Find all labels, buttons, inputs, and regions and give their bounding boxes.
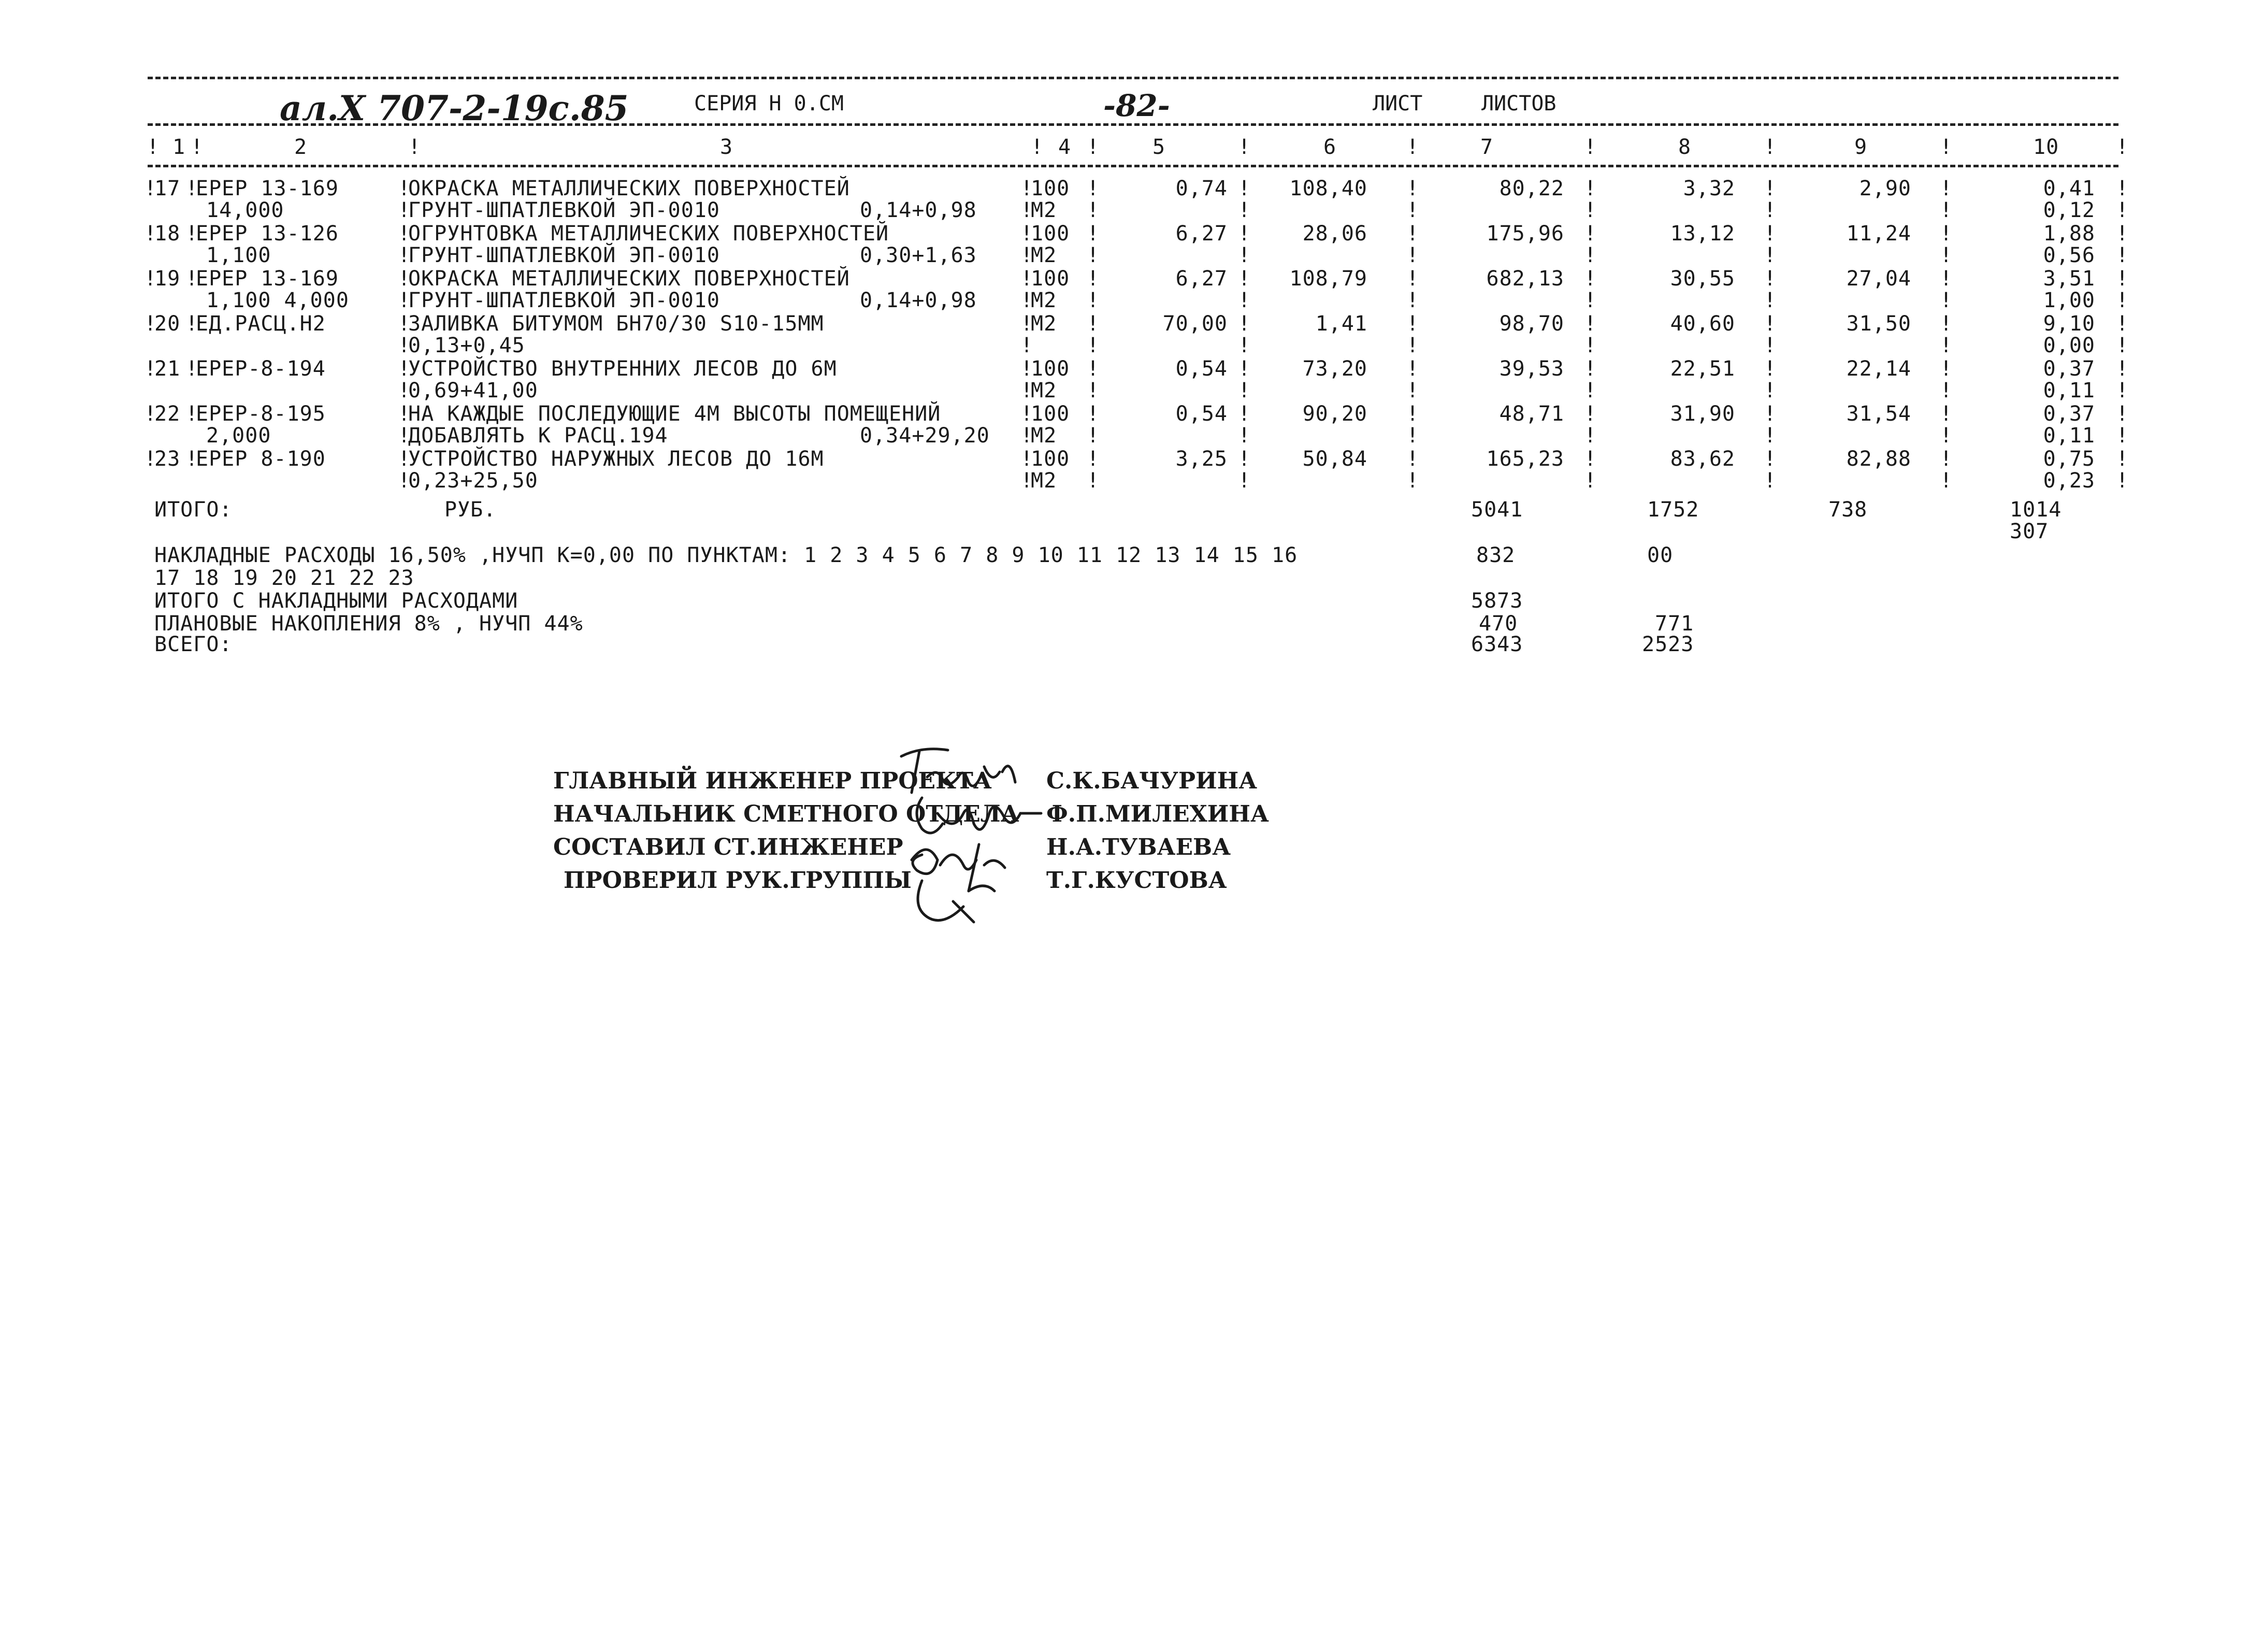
column-separator: ! bbox=[1940, 267, 1953, 291]
row-code: ЕД.РАСЦ.Н2 bbox=[196, 312, 326, 336]
row-description: УСТРОЙСТВО НАРУЖНЫХ ЛЕСОВ ДО 16М bbox=[408, 447, 824, 471]
column-separator: ! bbox=[1087, 177, 1100, 200]
column-separator: ! bbox=[398, 357, 411, 381]
column-separator: ! bbox=[398, 402, 411, 426]
row-col9: 31,50 bbox=[1846, 312, 1911, 336]
row-col10b: 0,11 bbox=[2043, 424, 2095, 448]
column-separator: ! bbox=[1584, 424, 1597, 448]
column-separator: ! bbox=[1584, 289, 1597, 312]
col-header-8: 8 bbox=[1678, 135, 1692, 159]
column-separator: ! bbox=[2116, 222, 2129, 246]
column-separator: ! bbox=[1940, 447, 1953, 471]
col-header-9: 9 bbox=[1854, 135, 1868, 159]
column-separator: ! bbox=[185, 402, 199, 426]
sheet-label: ЛИСТ bbox=[1373, 92, 1423, 116]
column-separator: ! bbox=[1406, 402, 1420, 426]
row-col10: 0,41 bbox=[2043, 177, 2095, 200]
row-col6: 108,79 bbox=[1289, 267, 1367, 291]
column-separator: ! bbox=[1406, 289, 1420, 312]
column-separator: ! bbox=[1406, 357, 1420, 381]
row-col10: 1,88 bbox=[2043, 222, 2095, 246]
column-separator: ! bbox=[1764, 379, 1777, 403]
column-separator: ! bbox=[398, 312, 411, 336]
column-separator: ! bbox=[1087, 447, 1100, 471]
column-separator: ! bbox=[1940, 357, 1953, 381]
column-separator: ! bbox=[1764, 402, 1777, 426]
column-separator: ! bbox=[1238, 177, 1251, 200]
planned-col8: 771 bbox=[1655, 612, 1694, 636]
row-col9: 2,90 bbox=[1859, 177, 1911, 200]
signature-role-1: ГЛАВНЫЙ ИНЖЕНЕР ПРОЕКТА bbox=[553, 768, 992, 794]
row-code: ЕРЕР 13-169 bbox=[196, 267, 339, 291]
column-separator: ! bbox=[398, 267, 411, 291]
row-col7: 80,22 bbox=[1499, 177, 1564, 200]
row-number: 20 bbox=[154, 312, 181, 336]
row-col10b: 0,11 bbox=[2043, 379, 2095, 403]
row-coefficient: 0,34+29,20 bbox=[860, 424, 990, 448]
column-separator: ! bbox=[144, 312, 157, 336]
row-unit-2: М2 bbox=[1031, 379, 1057, 403]
row-description-2: 0,13+0,45 bbox=[408, 334, 525, 357]
column-separator: ! bbox=[2116, 402, 2129, 426]
row-number: 18 bbox=[154, 222, 181, 246]
row-col9: 11,24 bbox=[1846, 222, 1911, 246]
col-header-4: 4 bbox=[1058, 135, 1072, 159]
row-col7: 165,23 bbox=[1486, 447, 1564, 471]
column-separator: ! bbox=[1020, 177, 1034, 200]
column-separator: ! bbox=[398, 289, 411, 312]
column-separator: ! bbox=[1406, 424, 1420, 448]
column-separator: ! bbox=[1087, 379, 1100, 403]
column-separator: ! bbox=[1764, 357, 1777, 381]
signature-role-3: СОСТАВИЛ СТ.ИНЖЕНЕР bbox=[553, 834, 903, 860]
row-number: 17 bbox=[154, 177, 181, 200]
column-separator: ! bbox=[1940, 312, 1953, 336]
row-col6: 90,20 bbox=[1302, 402, 1367, 426]
row-unit: М2 bbox=[1031, 312, 1057, 336]
row-col8: 83,62 bbox=[1670, 447, 1735, 471]
signature-role-4: ПРОВЕРИЛ РУК.ГРУППЫ bbox=[564, 867, 912, 894]
column-separator: ! bbox=[1584, 267, 1597, 291]
column-separator: ! bbox=[1020, 243, 1034, 267]
column-separator: ! bbox=[1087, 469, 1100, 493]
itogo-col10b: 307 bbox=[2010, 520, 2049, 543]
column-separator: ! bbox=[1238, 289, 1251, 312]
column-separator: ! bbox=[1020, 424, 1034, 448]
row-code-extra: 14,000 bbox=[206, 198, 284, 222]
row-col7: 682,13 bbox=[1486, 267, 1564, 291]
column-separator: ! bbox=[398, 447, 411, 471]
row-col10b: 0,12 bbox=[2043, 198, 2095, 222]
row-col10: 0,75 bbox=[2043, 447, 2095, 471]
row-unit: 100 bbox=[1031, 402, 1070, 426]
column-separator: ! bbox=[2116, 447, 2129, 471]
itogo-col9: 738 bbox=[1828, 498, 1868, 522]
row-col7: 48,71 bbox=[1499, 402, 1564, 426]
column-separator: ! bbox=[2116, 334, 2129, 357]
column-separator: ! bbox=[1020, 469, 1034, 493]
row-unit-2: М2 bbox=[1031, 469, 1057, 493]
column-separator: ! bbox=[144, 267, 157, 291]
row-col7: 175,96 bbox=[1486, 222, 1564, 246]
column-separator: ! bbox=[398, 334, 411, 357]
column-separator: ! bbox=[2116, 357, 2129, 381]
column-separator: ! bbox=[1238, 267, 1251, 291]
column-separator: ! bbox=[1238, 334, 1251, 357]
document-code: ал.Ⅹ 707-2-19с.85 bbox=[280, 88, 629, 128]
column-separator: ! bbox=[1406, 469, 1420, 493]
column-separator: ! bbox=[1764, 243, 1777, 267]
column-separator: ! bbox=[1020, 312, 1034, 336]
planned-col7: 470 bbox=[1479, 612, 1518, 636]
column-separator: ! bbox=[1406, 267, 1420, 291]
column-separator: ! bbox=[185, 357, 199, 381]
column-separator: ! bbox=[1087, 402, 1100, 426]
row-unit: 100 bbox=[1031, 267, 1070, 291]
column-separator: ! bbox=[1940, 177, 1953, 200]
column-separator: ! bbox=[1764, 222, 1777, 246]
column-separator: ! bbox=[1584, 312, 1597, 336]
row-unit-2: М2 bbox=[1031, 243, 1057, 267]
column-separator: ! bbox=[1406, 447, 1420, 471]
column-separator: ! bbox=[1764, 424, 1777, 448]
column-separator: ! bbox=[1584, 198, 1597, 222]
row-description-2: 0,69+41,00 bbox=[408, 379, 538, 403]
column-separator: ! bbox=[398, 379, 411, 403]
column-separator: ! bbox=[1584, 334, 1597, 357]
column-separator: ! bbox=[1020, 379, 1034, 403]
row-unit: 100 bbox=[1031, 447, 1070, 471]
column-separator: ! bbox=[1087, 424, 1100, 448]
row-col6: 108,40 bbox=[1289, 177, 1367, 200]
row-coefficient: 0,30+1,63 bbox=[860, 243, 977, 267]
column-separator: ! bbox=[398, 243, 411, 267]
column-separator: ! bbox=[1020, 198, 1034, 222]
column-separator: ! bbox=[398, 424, 411, 448]
column-separator: ! bbox=[1238, 243, 1251, 267]
row-col8: 31,90 bbox=[1670, 402, 1735, 426]
column-separator: ! bbox=[2116, 289, 2129, 312]
column-separator: ! bbox=[1406, 198, 1420, 222]
signature-name-2: Ф.П.МИЛЕХИНА bbox=[1046, 801, 1269, 827]
row-number: 22 bbox=[154, 402, 181, 426]
col-header-1: 1 bbox=[172, 135, 186, 159]
column-separator: ! bbox=[2116, 243, 2129, 267]
column-separator: ! bbox=[1238, 424, 1251, 448]
signature-1-stroke bbox=[901, 749, 1015, 793]
column-separator: ! bbox=[1087, 357, 1100, 381]
column-separator: ! bbox=[1020, 402, 1034, 426]
column-separator: ! bbox=[1238, 402, 1251, 426]
row-col7: 98,70 bbox=[1499, 312, 1564, 336]
column-separator: ! bbox=[1940, 424, 1953, 448]
handwritten-signatures bbox=[891, 736, 1067, 943]
row-col10: 0,37 bbox=[2043, 402, 2095, 426]
row-code: ЕРЕР 8-190 bbox=[196, 447, 326, 471]
row-description-2: ГРУНТ-ШПАТЛЕВКОЙ ЭП-0010 bbox=[408, 243, 720, 267]
row-col8: 22,51 bbox=[1670, 357, 1735, 381]
column-separator: ! bbox=[1940, 222, 1953, 246]
column-separator: ! bbox=[144, 447, 157, 471]
itogo-col10: 1014 bbox=[2010, 498, 2062, 522]
column-separator: ! bbox=[398, 469, 411, 493]
column-separator: ! bbox=[1584, 222, 1597, 246]
column-separator: ! bbox=[185, 312, 199, 336]
row-number: 19 bbox=[154, 267, 181, 291]
column-separator: ! bbox=[1584, 447, 1597, 471]
row-col8: 13,12 bbox=[1670, 222, 1735, 246]
overhead-line2: 17 18 19 20 21 22 23 bbox=[154, 566, 414, 590]
column-separator: ! bbox=[1238, 379, 1251, 403]
row-number: 23 bbox=[154, 447, 181, 471]
overhead-line1: НАКЛАДНЫЕ РАСХОДЫ 16,50% ,НУЧП К=0,00 ПО ПУНКТАМ: 1 2 3 4 5 6 7 8 9 10 11 12 13 14 15 16 bbox=[154, 543, 1298, 567]
signature-3-stroke bbox=[912, 844, 1005, 891]
row-col9: 31,54 bbox=[1846, 402, 1911, 426]
column-separator: ! bbox=[1764, 267, 1777, 291]
row-code: ЕРЕР-8-195 bbox=[196, 402, 326, 426]
row-col10b: 1,00 bbox=[2043, 289, 2095, 312]
column-separator: ! bbox=[1087, 267, 1100, 291]
column-separator: ! bbox=[1940, 379, 1953, 403]
column-separator: ! bbox=[1764, 198, 1777, 222]
row-col9: 22,14 bbox=[1846, 357, 1911, 381]
row-description: ЗАЛИВКА БИТУМОМ БН70/30 S10-15ММ bbox=[408, 312, 824, 336]
row-coefficient: 0,14+0,98 bbox=[860, 198, 977, 222]
itogo-label: ИТОГО: bbox=[154, 498, 233, 522]
row-col7: 39,53 bbox=[1499, 357, 1564, 381]
column-separator: ! bbox=[1020, 222, 1034, 246]
column-separator: ! bbox=[185, 267, 199, 291]
row-unit-2: М2 bbox=[1031, 198, 1057, 222]
column-separator: ! bbox=[2116, 424, 2129, 448]
column-separator: ! bbox=[2116, 379, 2129, 403]
column-separator: ! bbox=[398, 198, 411, 222]
column-separator: ! bbox=[398, 177, 411, 200]
row-col5: 3,25 bbox=[1175, 447, 1228, 471]
column-separator: ! bbox=[1764, 289, 1777, 312]
column-separator: ! bbox=[1584, 357, 1597, 381]
total-col7: 6343 bbox=[1471, 633, 1523, 656]
row-unit-2: М2 bbox=[1031, 289, 1057, 312]
row-col6: 50,84 bbox=[1302, 447, 1367, 471]
col-header-3: 3 bbox=[720, 135, 733, 159]
row-description-2: 0,23+25,50 bbox=[408, 469, 538, 493]
row-col6: 1,41 bbox=[1315, 312, 1367, 336]
column-separator: ! bbox=[2116, 469, 2129, 493]
row-col8: 3,32 bbox=[1683, 177, 1735, 200]
row-col10: 3,51 bbox=[2043, 267, 2095, 291]
column-separator: ! bbox=[1764, 177, 1777, 200]
column-separator: ! bbox=[1406, 243, 1420, 267]
column-separator: ! bbox=[1087, 222, 1100, 246]
total-col8: 2523 bbox=[1642, 633, 1694, 656]
rub-label: РУБ. bbox=[444, 498, 497, 522]
row-unit: 100 bbox=[1031, 357, 1070, 381]
row-col6: 28,06 bbox=[1302, 222, 1367, 246]
row-col10: 0,37 bbox=[2043, 357, 2095, 381]
column-separator: ! bbox=[1020, 447, 1034, 471]
column-separator: ! bbox=[1087, 198, 1100, 222]
row-col8: 30,55 bbox=[1670, 267, 1735, 291]
col-header-10: 10 bbox=[2033, 135, 2059, 159]
row-code-extra: 1,100 bbox=[206, 243, 271, 267]
header-rule bbox=[148, 123, 2118, 126]
page-number: -82- bbox=[1103, 88, 1170, 123]
row-col10b: 0,00 bbox=[2043, 334, 2095, 357]
row-unit: 100 bbox=[1031, 222, 1070, 246]
series-label: СЕРИЯ Н 0.СМ bbox=[694, 92, 844, 116]
column-separator: ! bbox=[1940, 289, 1953, 312]
column-separator: ! bbox=[1087, 243, 1100, 267]
row-col8: 40,60 bbox=[1670, 312, 1735, 336]
column-separator: ! bbox=[1087, 312, 1100, 336]
column-separator: ! bbox=[1087, 289, 1100, 312]
column-separator: ! bbox=[1584, 469, 1597, 493]
column-separator: ! bbox=[185, 447, 199, 471]
column-separator: ! bbox=[185, 177, 199, 200]
row-code: ЕРЕР-8-194 bbox=[196, 357, 326, 381]
top-rule bbox=[148, 77, 2118, 79]
column-separator: ! bbox=[1584, 243, 1597, 267]
column-separator: ! bbox=[1020, 289, 1034, 312]
column-separator: ! bbox=[1764, 312, 1777, 336]
column-separator: ! bbox=[1940, 198, 1953, 222]
column-separator: ! bbox=[1406, 334, 1420, 357]
row-col5: 70,00 bbox=[1162, 312, 1228, 336]
column-separator: ! bbox=[185, 222, 199, 246]
row-description: ОКРАСКА МЕТАЛЛИЧЕСКИХ ПОВЕРХНОСТЕЙ bbox=[408, 177, 850, 200]
row-col9: 82,88 bbox=[1846, 447, 1911, 471]
column-separator: ! bbox=[1020, 267, 1034, 291]
row-col10b: 0,23 bbox=[2043, 469, 2095, 493]
row-col5: 0,54 bbox=[1175, 357, 1228, 381]
column-separator: ! bbox=[1238, 198, 1251, 222]
column-separator: ! bbox=[1940, 469, 1953, 493]
overhead-col7: 832 bbox=[1476, 543, 1516, 567]
column-separator: ! bbox=[2116, 177, 2129, 200]
column-separator: ! bbox=[1584, 177, 1597, 200]
column-separator: ! bbox=[1020, 357, 1034, 381]
signature-name-3: Н.А.ТУВАЕВА bbox=[1046, 834, 1231, 860]
column-separator: ! bbox=[2116, 198, 2129, 222]
row-description: НА КАЖДЫЕ ПОСЛЕДУЮЩИЕ 4М ВЫСОТЫ ПОМЕЩЕНИЙ bbox=[408, 402, 941, 426]
row-description-2: ДОБАВЛЯТЬ К РАСЦ.194 bbox=[408, 424, 668, 448]
itogo-col8: 1752 bbox=[1647, 498, 1699, 522]
column-separator: ! bbox=[1764, 334, 1777, 357]
signature-role-2: НАЧАЛЬНИК СМЕТНОГО ОТДЕЛА bbox=[553, 801, 1019, 827]
total-label: ВСЕГО: bbox=[154, 633, 233, 656]
column-separator: ! bbox=[1238, 222, 1251, 246]
column-separator: ! bbox=[1406, 379, 1420, 403]
row-col5: 0,54 bbox=[1175, 402, 1228, 426]
column-separator: ! bbox=[1406, 177, 1420, 200]
row-code: ЕРЕР 13-169 bbox=[196, 177, 339, 200]
column-separator: ! bbox=[144, 177, 157, 200]
column-separator: ! bbox=[1087, 334, 1100, 357]
column-separator: ! bbox=[1238, 447, 1251, 471]
column-separator: ! bbox=[1584, 402, 1597, 426]
row-col9: 27,04 bbox=[1846, 267, 1911, 291]
row-coefficient: 0,14+0,98 bbox=[860, 289, 977, 312]
row-description: ОГРУНТОВКА МЕТАЛЛИЧЕСКИХ ПОВЕРХНОСТЕЙ bbox=[408, 222, 889, 246]
row-col5: 0,74 bbox=[1175, 177, 1228, 200]
signature-4-stroke bbox=[918, 881, 994, 922]
signature-2-stroke bbox=[917, 798, 1041, 833]
columns-rule bbox=[148, 165, 2118, 167]
column-separator: ! bbox=[1584, 379, 1597, 403]
row-unit-2: М2 bbox=[1031, 424, 1057, 448]
col-header-6: 6 bbox=[1323, 135, 1337, 159]
itogo-col7: 5041 bbox=[1471, 498, 1523, 522]
row-col5: 6,27 bbox=[1175, 267, 1228, 291]
column-separator: ! bbox=[1406, 312, 1420, 336]
col-header-5: 5 bbox=[1152, 135, 1166, 159]
with-overhead-label: ИТОГО С НАКЛАДНЫМИ РАСХОДАМИ bbox=[154, 589, 518, 613]
column-separator: ! bbox=[1940, 334, 1953, 357]
column-separator: ! bbox=[1940, 243, 1953, 267]
column-separator: ! bbox=[1238, 312, 1251, 336]
column-separator: ! bbox=[1940, 402, 1953, 426]
column-separator: ! bbox=[144, 222, 157, 246]
planned-label: ПЛАНОВЫЕ НАКОПЛЕНИЯ 8% , НУЧП 44% bbox=[154, 612, 583, 636]
column-separator: ! bbox=[2116, 312, 2129, 336]
column-separator: ! bbox=[2116, 267, 2129, 291]
row-description: УСТРОЙСТВО ВНУТРЕННИХ ЛЕСОВ ДО 6М bbox=[408, 357, 837, 381]
row-code-extra: 2,000 bbox=[206, 424, 271, 448]
estimate-sheet: ал.Ⅹ 707-2-19с.85 СЕРИЯ Н 0.СМ -82- ЛИСТ ЛИСТОВ ! 1 ! 2 ! 3 ! 4 ! 5 ! 6 ! 7 ! 8 ! 9 ! 10 ! ! 17 ! ЕРЕР 13-169 14,000 ! ОКРАСКА МЕТАЛЛИЧЕСКИХ ПОВЕРХНОСТЕЙ ! ГРУНТ-ШПАТЛЕВКОЙ ЭП-0010 0,14+0,98 ! 100 ! М2 0,74 108,40 80,22 3,32 2,90 0,41 0,12 ! ! ! ! ! ! ! ! ! ! ! ! ! ! ! 18 ! ЕРЕР 13-126 1,100 ! ОГРУНТОВКА МЕТАЛЛИЧЕСКИХ ПОВЕРХНОСТЕЙ ! ГРУНТ-ШПАТЛЕВКОЙ ЭП-0010 0,30+1,63 ! 100 ! М2 6,27 28,06 175,96 13,12 11,24 1,88 0,56 ! ! ! ! ! ! ! ! ! ! ! ! ! ! ! 19 ! ЕРЕР 13-169 1,100 4,000 ! ОКРАСКА МЕТАЛЛИЧЕСКИХ ПОВЕРХНОСТЕЙ ! ГРУНТ-ШПАТЛЕВКОЙ ЭП-0010 0,14+0,98 ! 100 ! М2 6,27 108,79 682,13 30,55 27,04 3,51 1,00 ! ! ! ! ! ! ! ! ! ! ! ! ! ! ! 20 ! ЕД.РАСЦ.Н2 ! ЗАЛИВКА БИТУМОМ БН70/30 S10-15ММ ! 0,13+0,45 ! М2 ! 70,00 1,41 98,70 40,60 31,50 9,10 0,00 ! ! ! ! ! ! ! ! ! ! ! ! ! ! ! 21 ! ЕРЕР-8-194 ! УСТРОЙСТВО ВНУТРЕННИХ ЛЕСОВ ДО 6М ! 0,69+41,00 ! 100 ! М2 0,54 73,20 39,53 22,51 22,14 0,37 0,11 ! ! ! ! ! ! ! ! ! ! ! ! ! ! ! 22 ! ЕРЕР-8-195 2,000 ! НА КАЖДЫЕ ПОСЛЕДУЮЩИЕ 4М ВЫСОТЫ ПОМЕЩЕНИЙ ! ДОБАВЛЯТЬ К РАСЦ.194 0,34+29,20 ! 100 ! М2 0,54 90,20 48,71 31,90 31,54 0,37 0,11 ! ! ! ! ! ! ! ! ! ! ! ! ! ! ! 23 ! ЕРЕР 8-190 ! УСТРОЙСТВО НАРУЖНЫХ ЛЕСОВ ДО 16М ! 0,23+25,50 ! 100 ! М2 3,25 50,84 165,23 83,62 82,88 0,75 0,23 ! ! ! ! ! ! ! ! ! ! ! ! ! ! ИТОГО: РУБ. 5041 1752 738 1014 307 НАКЛАДНЫЕ РАСХОДЫ 16,50% ,НУЧП К=0,00 ПО ПУНКТАМ: 1 2 3 4 5 6 7 8 9 10 11 12 13 14 15 16 832 00 17 18 19 20 21 22 23 ИТОГО С НАКЛАДНЫМИ РАСХОДАМИ 5873 ПЛАНОВЫЕ НАКОПЛЕНИЯ 8% , НУЧП 44% 470 771 ВСЕГО: 6343 2523 ГЛАВНЫЙ ИНЖЕНЕР ПРОЕКТА НАЧАЛЬНИК СМЕТНОГО ОТДЕЛА СОСТАВИЛ СТ.ИНЖЕНЕР ПРОВЕРИЛ РУК.ГРУППЫ С.К.БАЧУРИНА Ф.П.МИЛЕХИНА Н.А.ТУВАЕВА Т.Г.КУСТОВА bbox=[0, 0, 2263, 1652]
col-header-7: 7 bbox=[1480, 135, 1494, 159]
column-separator: ! bbox=[144, 402, 157, 426]
column-separator: ! bbox=[144, 357, 157, 381]
row-col10: 9,10 bbox=[2043, 312, 2095, 336]
row-unit: 100 bbox=[1031, 177, 1070, 200]
column-separator: ! bbox=[398, 222, 411, 246]
column-separator: ! bbox=[1764, 447, 1777, 471]
row-col10b: 0,56 bbox=[2043, 243, 2095, 267]
row-number: 21 bbox=[154, 357, 181, 381]
with-overhead-col7: 5873 bbox=[1471, 589, 1523, 613]
row-col5: 6,27 bbox=[1175, 222, 1228, 246]
column-separator: ! bbox=[1238, 357, 1251, 381]
signature-name-4: Т.Г.КУСТОВА bbox=[1046, 867, 1227, 894]
column-separator: ! bbox=[1406, 222, 1420, 246]
row-description: ОКРАСКА МЕТАЛЛИЧЕСКИХ ПОВЕРХНОСТЕЙ bbox=[408, 267, 850, 291]
column-separator: ! bbox=[1238, 469, 1251, 493]
row-description-2: ГРУНТ-ШПАТЛЕВКОЙ ЭП-0010 bbox=[408, 198, 720, 222]
sheets-label: ЛИСТОВ bbox=[1481, 92, 1556, 116]
column-separator: ! bbox=[1020, 334, 1034, 357]
row-col6: 73,20 bbox=[1302, 357, 1367, 381]
row-description-2: ГРУНТ-ШПАТЛЕВКОЙ ЭП-0010 bbox=[408, 289, 720, 312]
column-separator: ! bbox=[1764, 469, 1777, 493]
row-code-extra: 1,100 4,000 bbox=[206, 289, 349, 312]
row-code: ЕРЕР 13-126 bbox=[196, 222, 339, 246]
signature-name-1: С.К.БАЧУРИНА bbox=[1046, 768, 1258, 794]
overhead-col8: 00 bbox=[1647, 543, 1674, 567]
col-header-2: 2 bbox=[294, 135, 308, 159]
